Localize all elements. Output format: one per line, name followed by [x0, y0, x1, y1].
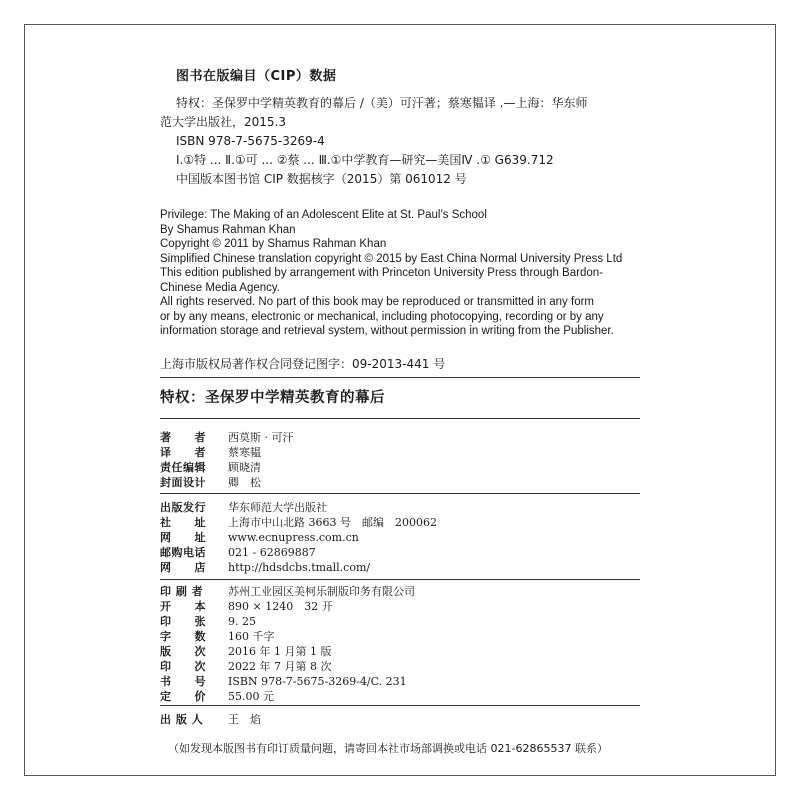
info-value: 55.00 元 — [228, 690, 274, 703]
info-row — [160, 515, 437, 530]
publisher-block — [160, 500, 437, 575]
info-row — [160, 629, 415, 644]
divider — [160, 377, 640, 378]
book-title: 特权：圣保罗中学精英教育的幕后 — [160, 390, 385, 406]
info-value: 2022 年 7 月第 8 次 — [228, 660, 332, 673]
people-block — [160, 430, 294, 490]
info-label: 封面设计 — [160, 476, 206, 489]
info-row — [160, 674, 415, 689]
cip-line1: 特权：圣保罗中学精英教育的幕后 /（美）可汗著；蔡寒韫译 .—上海：华东师 — [176, 96, 588, 110]
info-row — [160, 530, 437, 545]
info-value: 卿 松 — [228, 476, 261, 489]
english-line: All rights reserved. No part of this book may be reproduced or transmitted in any form — [160, 296, 595, 308]
info-label: 网 址 — [160, 531, 206, 544]
info-value: 蔡寒韫 — [228, 446, 261, 459]
divider — [160, 418, 640, 419]
cip-record: 中国版本图书馆 CIP 数据核字（2015）第 061012 号 — [176, 172, 467, 186]
info-row — [160, 430, 294, 445]
info-value: 顾晓清 — [228, 461, 261, 474]
info-value: 160 千字 — [228, 630, 275, 643]
info-row — [160, 614, 415, 629]
info-row — [160, 712, 261, 727]
info-label: 著 者 — [160, 431, 206, 444]
info-row — [160, 475, 294, 490]
english-line: information storage and retrieval system, without permission in writing from the Publisher. — [160, 325, 614, 337]
english-line: Simplified Chinese translation copyright © 2015 by East China Normal University Press Ltd — [160, 252, 623, 265]
info-label: 印 刷 者 — [160, 585, 204, 598]
info-row — [160, 445, 294, 460]
info-row — [160, 689, 415, 704]
cip-heading: 图书在版编目（CIP）数据 — [176, 69, 337, 84]
info-value: 上海市中山北路 3663 号 邮编 200062 — [228, 516, 437, 529]
info-label: 译 者 — [160, 446, 206, 459]
info-label: 出版发行 — [160, 501, 206, 514]
info-label: 印 次 — [160, 660, 206, 673]
cip-body — [160, 94, 760, 189]
info-label: 出 版 人 — [160, 713, 204, 726]
info-label: 版 次 — [160, 645, 206, 658]
info-value: 王 焰 — [228, 713, 261, 726]
info-label: 印 张 — [160, 615, 206, 628]
info-value: 021 - 62869887 — [228, 546, 316, 559]
issuer-block — [160, 712, 261, 727]
english-line: Copyright © 2011 by Shamus Rahman Khan — [160, 238, 387, 250]
cip-section — [160, 65, 760, 372]
info-value: 西莫斯 · 可汗 — [228, 431, 294, 444]
info-value: 890 × 1240 32 开 — [228, 600, 333, 613]
info-label: 开 本 — [160, 600, 206, 613]
info-value: 苏州工业园区美柯乐制版印务有限公司 — [228, 585, 415, 598]
english-copyright — [160, 208, 760, 339]
english-line: Privilege: The Making of an Adolescent Elite at St. Paul’s School — [160, 209, 487, 221]
divider — [160, 705, 640, 706]
info-value: http://hdsdcbs.tmall.com/ — [228, 561, 371, 574]
info-value: www.ecnupress.com.cn — [228, 531, 359, 544]
info-row — [160, 560, 437, 575]
divider — [160, 493, 640, 494]
divider — [160, 579, 640, 580]
info-row — [160, 644, 415, 659]
info-label: 社 址 — [160, 516, 206, 529]
info-row — [160, 659, 415, 674]
info-value: 华东师范大学出版社 — [228, 501, 327, 514]
info-label: 字 数 — [160, 630, 206, 643]
info-label: 定 价 — [160, 690, 206, 703]
registration-line: 上海市版权局著作权合同登记图字：09-2013-441 号 — [160, 356, 446, 371]
info-label: 网 店 — [160, 561, 206, 574]
info-row — [160, 599, 415, 614]
cip-line1-cont: 范大学出版社，2015.3 — [160, 115, 286, 129]
info-label: 书 号 — [160, 675, 206, 688]
info-row — [160, 584, 415, 599]
english-line: By Shamus Rahman Khan — [160, 223, 296, 236]
info-row — [160, 500, 437, 515]
printing-block — [160, 584, 415, 704]
info-label: 责任编辑 — [160, 461, 206, 474]
cip-isbn: ISBN 978-7-5675-3269-4 — [176, 134, 325, 148]
info-label: 邮购电话 — [160, 546, 206, 559]
info-value: 2016 年 1 月第 1 版 — [228, 645, 332, 658]
info-row — [160, 460, 294, 475]
info-value: ISBN 978-7-5675-3269-4/C. 231 — [228, 675, 407, 688]
english-line: or by any means, electronic or mechanical, including photocopying, recording or by any — [160, 310, 604, 323]
info-value: 9. 25 — [228, 615, 256, 628]
info-row — [160, 545, 437, 560]
footer-note: （如发现本版图书有印订质量问题，请寄回本社市场部调换或电话 021-62865537 联系） — [168, 742, 608, 755]
english-line: This edition published by arrangement with Princeton University Press through Bardon- — [160, 267, 603, 279]
english-line: Chinese Media Agency. — [160, 281, 280, 294]
cip-classification: Ⅰ.①特 ... Ⅱ.①可 ... ②蔡 ... Ⅲ.①中学教育—研究—美国Ⅳ .① G639.712 — [176, 153, 554, 167]
